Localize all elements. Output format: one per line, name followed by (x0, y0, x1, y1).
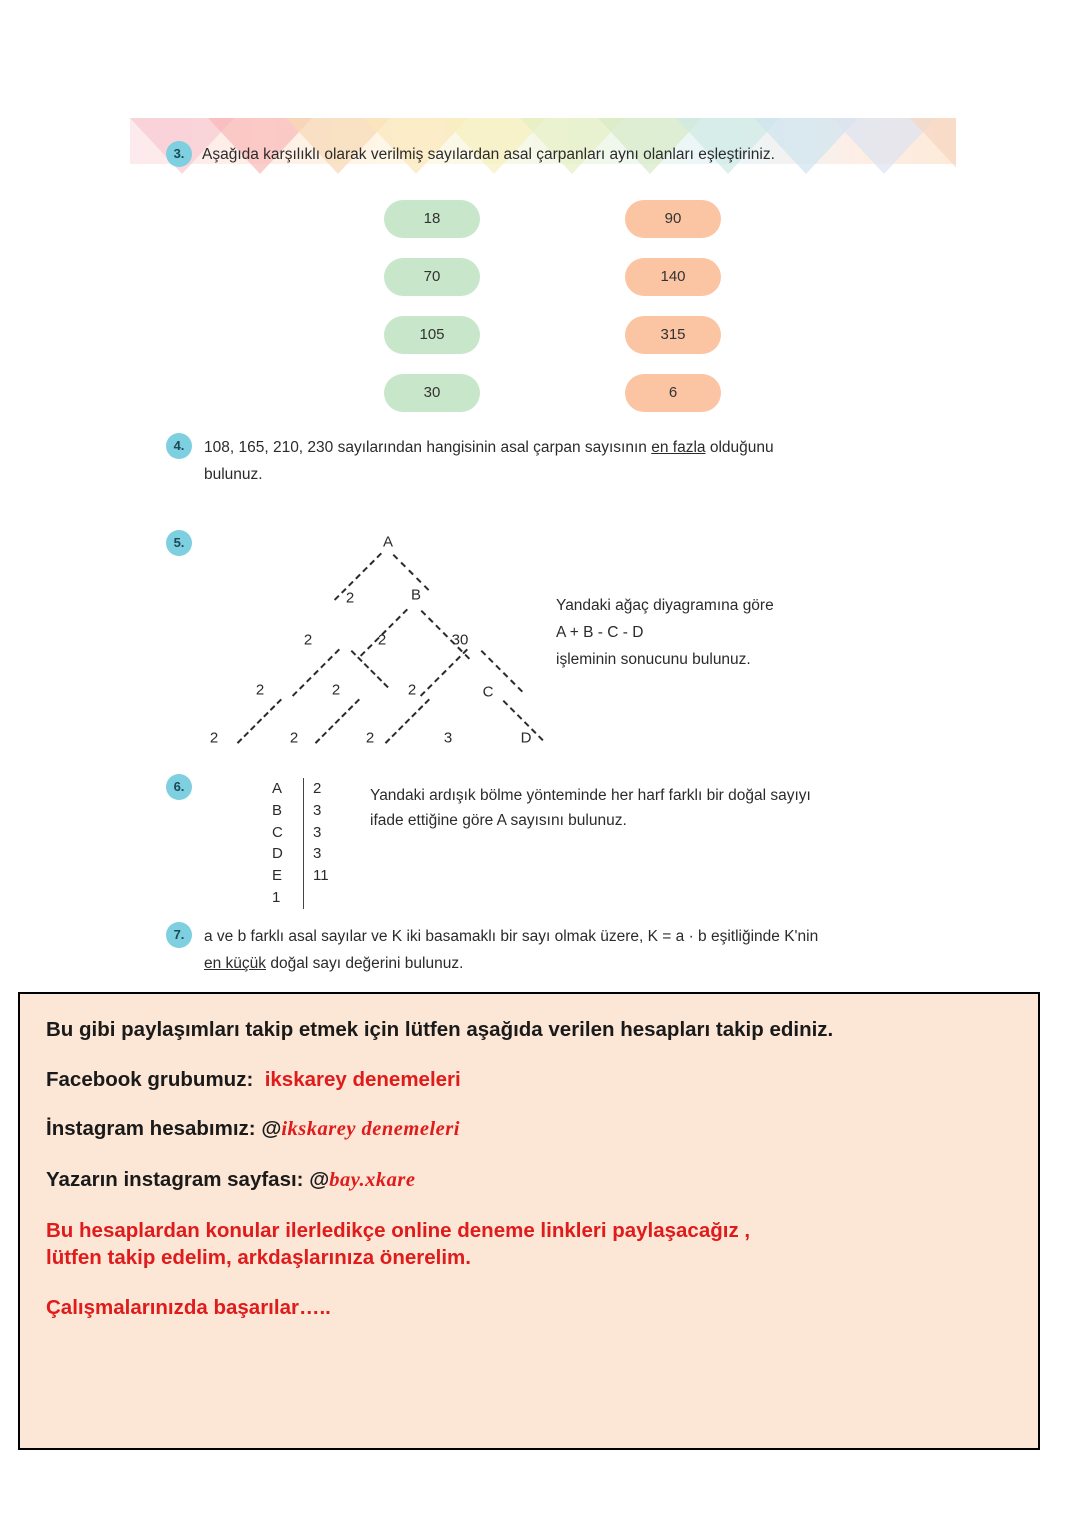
tree-node: 3 (443, 729, 453, 747)
ladder-right (313, 887, 341, 909)
question-4-text-line2: bulunuz. (204, 466, 263, 483)
promo-note-line1: Bu hesaplardan konular ilerledikçe online deneme linkleri paylaşacağız , (46, 1218, 751, 1242)
ladder-left: B (272, 801, 283, 819)
ladder-left: C (272, 823, 283, 841)
match-right-item-4[interactable]: 6 (625, 374, 721, 412)
ladder-right: 3 (313, 823, 322, 841)
tree-node: A (382, 533, 394, 551)
question-7-text-line2 (204, 952, 463, 976)
question-7-text-rest: doğal sayı değerini bulunuz. (266, 955, 464, 972)
tree-node: 30 (451, 631, 469, 649)
ladder-left: 1 (272, 888, 281, 906)
question-number-6: 6. (166, 774, 192, 800)
question-5-prompt (556, 592, 774, 673)
ladder-left: D (272, 845, 283, 863)
promo-note-line2: lütfen takip edelim, arkdaşlarınıza önerelim. (46, 1246, 471, 1270)
promo-instagram-line (46, 1115, 1012, 1144)
ladder-right: 11 (313, 867, 329, 884)
tree-node: 2 (303, 631, 313, 649)
match-right-item-2[interactable]: 140 (625, 258, 721, 296)
question-5-prompt-line2: A + B - C - D (556, 624, 644, 642)
question-number-7: 7. (166, 922, 192, 948)
promo-author-label: Yazarın instagram sayfası: (46, 1168, 304, 1192)
tree-node: 2 (407, 681, 417, 699)
promo-note (46, 1217, 1012, 1272)
ladder-row (272, 822, 341, 844)
promo-instagram-value[interactable]: ikskarey denemeleri (281, 1118, 460, 1141)
tree-edge (393, 554, 430, 591)
question-5-prompt-line1: Yandaki ağaç diyagramına göre (556, 597, 774, 614)
question-4-text-part-2: olduğunu (705, 439, 774, 456)
question-5-prompt-line3: işleminin sonucunu bulunuz. (556, 651, 751, 669)
tree-node: 2 (331, 681, 341, 699)
tree-node: 2 (377, 631, 387, 649)
match-right-item-3[interactable]: 315 (625, 316, 721, 354)
ladder-divider (303, 800, 304, 822)
tree-node: 2 (209, 729, 219, 747)
tree-node: 2 (345, 589, 355, 607)
ladder-right: 3 (313, 845, 322, 863)
tree-node: C (482, 683, 494, 701)
question-3-text: Aşağıda karşılıklı olarak verilmiş sayılardan asal çarpanları aynı olanları eşleştiriniz. (202, 146, 775, 163)
promo-facebook-line (46, 1066, 1012, 1094)
tree-edge (351, 650, 389, 688)
match-left-item-2[interactable]: 70 (384, 258, 480, 296)
ladder-row (272, 843, 341, 865)
question-6-prompt (370, 784, 811, 834)
ladder-left: E (272, 867, 283, 884)
tree-edge (315, 699, 360, 744)
ladder-divider (303, 822, 304, 844)
tree-edge (237, 699, 282, 744)
ladder-row (272, 865, 341, 887)
tree-node: 2 (289, 729, 299, 747)
tree-edge (420, 649, 468, 697)
promo-facebook-label: Facebook grubumuz: (46, 1067, 254, 1091)
question-number-3: 3. (166, 141, 192, 167)
question-7-text-line1: a ve b farklı asal sayılar ve K iki basamaklı bir sayı olmak üzere, K = a · b eşitliğinde K'nin (204, 928, 819, 945)
promo-instagram-label: İnstagram hesabımız: (46, 1117, 256, 1141)
tree-node: 2 (255, 681, 265, 699)
question-4-text-part-1: 108, 165, 210, 230 sayılarından hangisinin asal çarpan sayısının (204, 439, 652, 456)
promo-author-value[interactable]: bay.xkare (329, 1169, 416, 1192)
promo-box (18, 992, 1040, 1450)
tree-node: 2 (365, 729, 375, 747)
ladder-row (272, 800, 341, 822)
ladder-left: A (272, 780, 283, 797)
ladder-divider (303, 843, 304, 865)
match-left-item-3[interactable]: 105 (384, 316, 480, 354)
promo-instagram-at: @ (261, 1117, 282, 1141)
ladder-right: 3 (313, 801, 322, 819)
question-7-emphasis: en küçük (204, 955, 267, 972)
ladder-row (272, 778, 341, 800)
tree-node: B (410, 586, 422, 604)
question-4-emphasis: en fazla (651, 439, 706, 456)
match-left-item-4[interactable]: 30 (384, 374, 480, 412)
tree-node: D (520, 729, 532, 747)
question-number-4: 4. (166, 433, 192, 459)
question-number-5: 5. (166, 530, 192, 556)
promo-author-at: @ (309, 1168, 330, 1192)
tree-edge (385, 699, 430, 744)
question-6-prompt-line1: Yandaki ardışık bölme yönteminde her harf farklı bir doğal sayıyı (370, 787, 811, 804)
promo-author-line (46, 1166, 1012, 1195)
match-right-item-1[interactable]: 90 (625, 200, 721, 238)
ladder-divider (303, 865, 304, 887)
promo-intro: Bu gibi paylaşımları takip etmek için lütfen aşağıda verilen hesapları takip ediniz. (46, 1018, 834, 1041)
ladder-right: 2 (313, 780, 322, 797)
ladder-divider (303, 778, 304, 800)
ladder-divider (303, 887, 304, 909)
division-ladder (272, 778, 341, 909)
question-6-prompt-line2: ifade ettiğine göre A sayısını bulunuz. (370, 811, 627, 829)
match-left-item-1[interactable]: 18 (384, 200, 480, 238)
ladder-row (272, 887, 341, 909)
question-4-text (204, 436, 924, 460)
tree-edge (334, 553, 382, 601)
promo-closing: Çalışmalarınızda başarılar….. (46, 1296, 331, 1320)
promo-facebook-value[interactable]: ikskarey denemeleri (264, 1067, 461, 1091)
